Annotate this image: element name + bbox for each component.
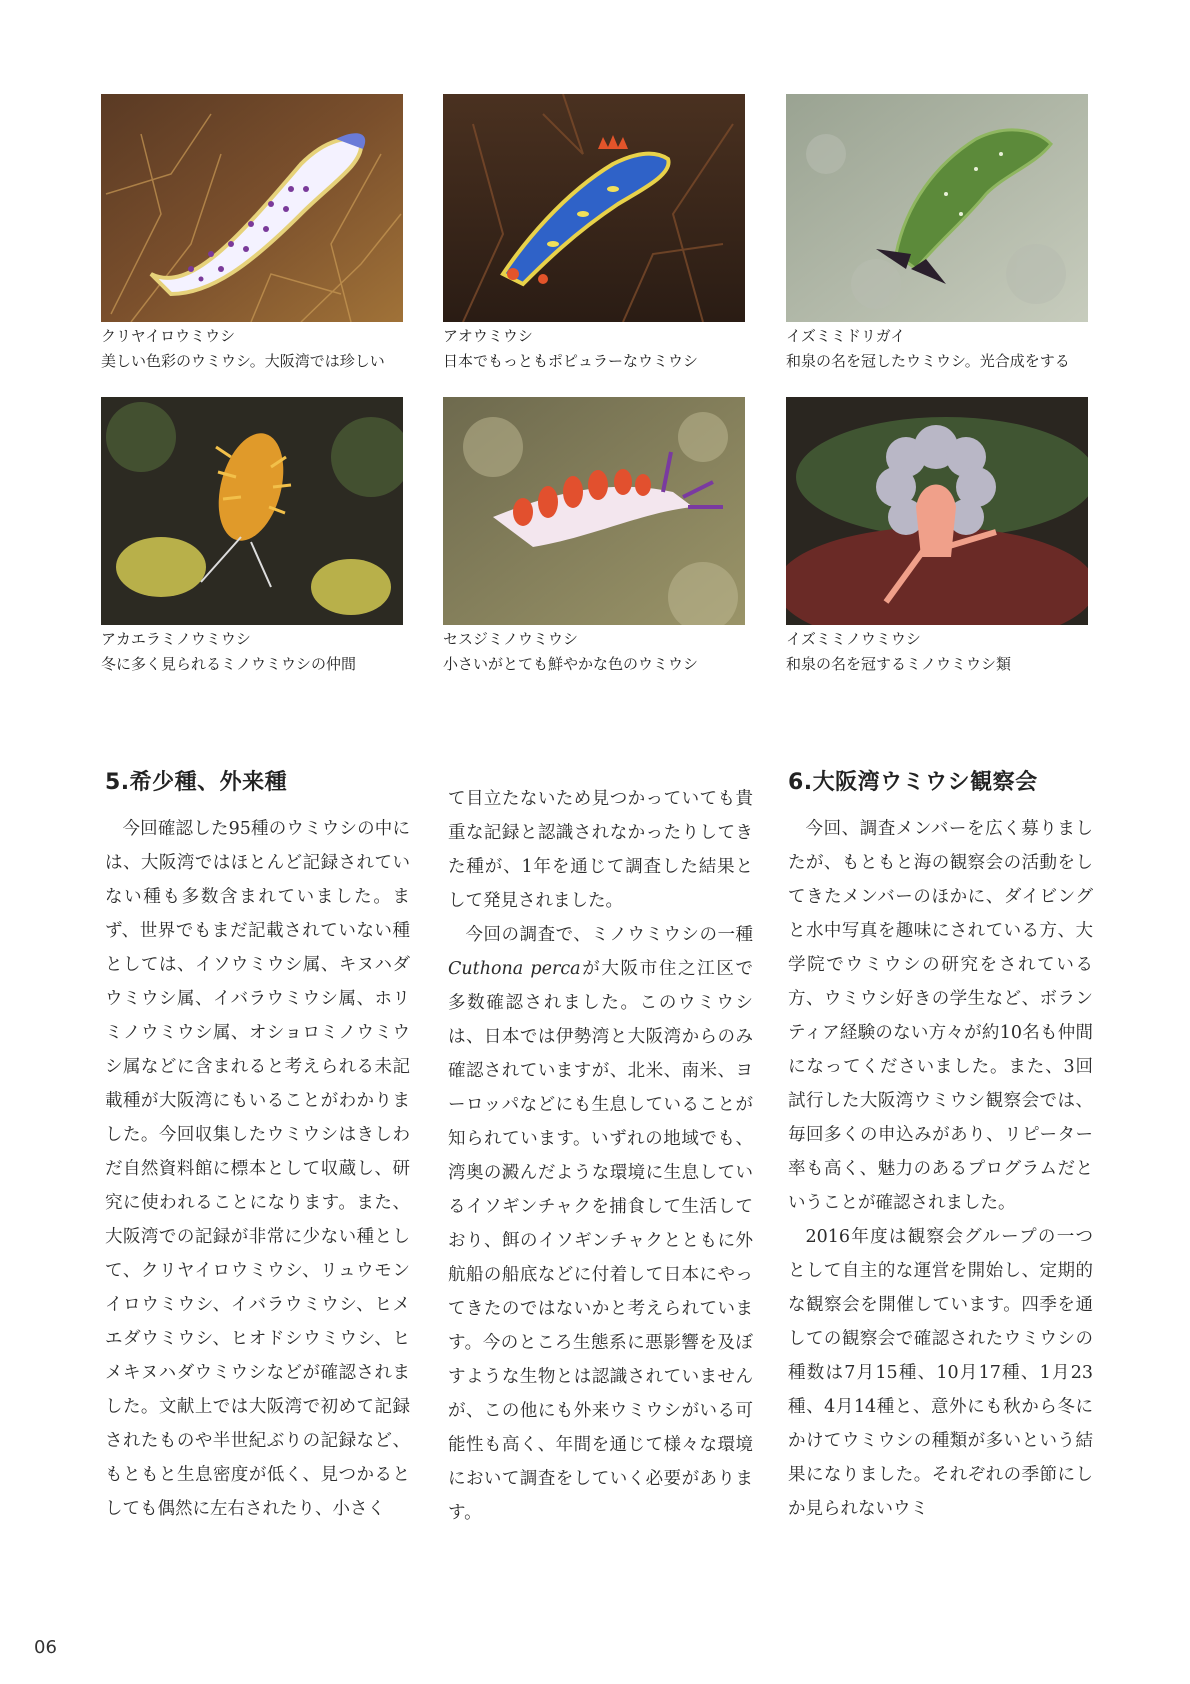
section-6-paragraph: 今回、調査メンバーを広く募りましたが、もともと海の観察会の活動をしてきたメンバーのほかに、ダイビングと水中写真を趣味にされている方、大学院でウミウシの研究をされている方、ウミウシ好きの学生など、ボランティア経験のない方々が約10名も仲間になってくださいました。また、3回試行した大阪湾ウミウシ観察会では、毎回多くの申込みがあり、リピーター率も高く、魅力のあるプログラムだということが確認されました。: [788, 819, 1093, 1213]
photo-kuriyairo-umiushi: [101, 94, 403, 322]
photo-izumi-midorigai: [786, 94, 1088, 322]
species-description: 冬に多く見られるミノウミウシの仲間: [101, 655, 357, 673]
photo-caption: [443, 627, 753, 677]
section-5-paragraph-cuthona: [448, 918, 753, 1530]
section-5-heading: 5.希少種、外来種: [105, 770, 288, 795]
species-name: アカエラミノウミウシ: [101, 630, 251, 648]
page-number: 06: [34, 1637, 57, 1658]
section-6-column: [788, 765, 1093, 1526]
species-name: セスジミノウミウシ: [443, 630, 579, 648]
section-5-column: [105, 765, 410, 1526]
species-name: クリヤイロウミウシ: [101, 327, 236, 345]
species-name: イズミミドリガイ: [786, 327, 906, 345]
photo-caption: [786, 324, 1096, 374]
section-6-paragraph-2016: 2016年度は観察会グループの一つとして自主的な運営を開始し、定期的な観察会を開催しています。四季を通しての観察会で確認されたウミウシの種数は7月15種、10月17種、1月23種、4月14種と、意外にも秋から冬にかけてウミウシの種類が多いという結果になりました。それぞれの季節にしか見られないウミ: [788, 1227, 1093, 1519]
photo-ao-umiushi: [443, 94, 745, 322]
species-name: イズミミノウミウシ: [786, 630, 921, 648]
photo-caption: [101, 627, 411, 677]
paragraph-lead: 今回の調査で、ミノウミウシの一種: [465, 925, 753, 945]
photo-izumi-minoumiushi: [786, 397, 1088, 625]
section-5-paragraph: 今回確認した95種のウミウシの中には、大阪湾ではほとんど記録されていない種も多数含まれていました。まず、世界でもまだ記載されていない種としては、イソウミウシ属、キヌハダウミウシ属、イバラウミウシ属、ホリミノウミウシ属、オショロミノウミウシ属などに含まれると考えられる未記載種が大阪湾にもいることがわかりました。今回収集したウミウシはきしわだ自然資料館に標本として収蔵し、研究に使われることになります。また、大阪湾での記録が非常に少ない種として、クリヤイロウミウシ、リュウモンイロウミウシ、イバラウミウシ、ヒメエダウミウシ、ヒオドシウミウシ、ヒメキヌハダウミウシなどが確認されました。文献上では大阪湾で初めて記録されたものや半世紀ぶりの記録など、もともと生息密度が低く、見つかるとしても偶然に左右されたり、小さく: [105, 819, 410, 1519]
species-description: 美しい色彩のウミウシ。大阪湾では珍しい: [101, 352, 385, 370]
photo-akaera-minoumiushi: [101, 397, 403, 625]
section-5-paragraph-continued: て目立たないため見つかっていても貴重な記録と認識されなかったりしてきた種が、1年を通じて調査した結果として発見されました。: [448, 789, 753, 911]
photo-caption: [101, 324, 411, 374]
species-description: 和泉の名を冠したウミウシ。光合成をする: [786, 352, 1070, 370]
photo-caption: [786, 627, 1096, 677]
species-name: アオウミウシ: [443, 327, 533, 345]
species-description: 日本でもっともポピュラーなウミウシ: [443, 352, 699, 370]
paragraph-body: が大阪市住之江区で多数確認されました。このウミウシは、日本では伊勢湾と大阪湾からのみ確認されていますが、北米、南米、ヨーロッパなどにも生息していることが知られています。いずれの地域でも、湾奥の澱んだような環境に生息しているイソギンチャクを捕食して生活しており、餌のイソギンチャクとともに外航船の船底などに付着して日本にやってきたのではないかと考えられています。今のところ生態系に悪影響を及ぼすような生物とは認識されていませんが、この他にも外来ウミウシがいる可能性も高く、年間を通じて様々な環境において調査をしていく必要があります。: [448, 959, 753, 1523]
section-5-continued-column: [448, 782, 753, 1530]
species-scientific-name: Cuthona perca: [448, 959, 581, 979]
section-6-heading: 6.大阪湾ウミウシ観察会: [788, 770, 1038, 795]
photo-sesuji-minoumiushi: [443, 397, 745, 625]
species-description: 小さいがとても鮮やかな色のウミウシ: [443, 655, 699, 673]
photo-caption: [443, 324, 753, 374]
species-description: 和泉の名を冠するミノウミウシ類: [786, 655, 1012, 673]
